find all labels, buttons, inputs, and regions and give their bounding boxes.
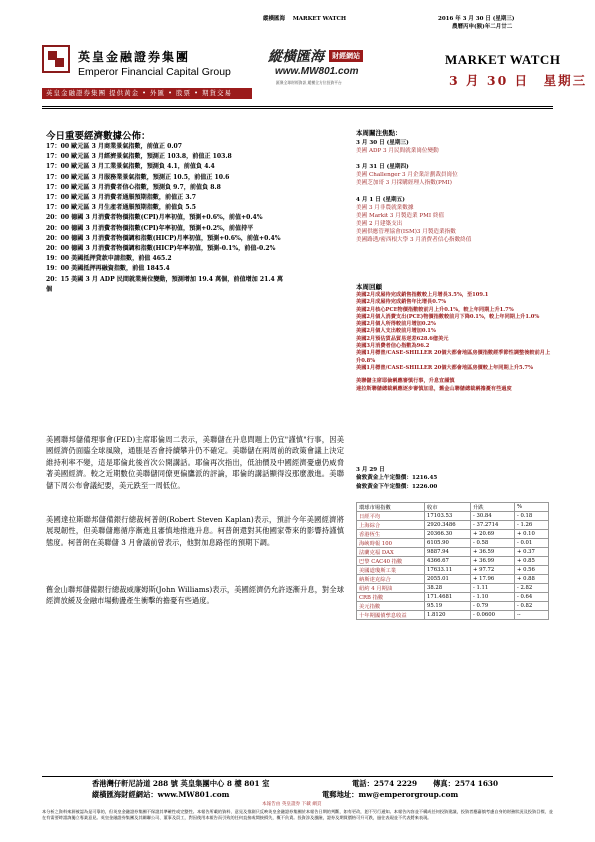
upcoming-item: 美國 Markit 3 月製造業 PMI 終值 [356, 212, 445, 219]
event-item: 20：00 德國 3 月消費者物價指數(CPI)年率初值，預測+0.2%，前值持平 [46, 224, 254, 232]
upcoming-item: 美國 3 月非農就業數據 [356, 204, 414, 211]
gold-fixing [356, 466, 554, 491]
table-cell: + 0.85 [515, 557, 549, 566]
table-row [357, 584, 549, 593]
article-paragraph-2: 美國達拉斯聯邦儲備銀行總裁柯普朗(Robert Steven Kaplan)表示，預計今年美國經濟將展現韌性，但美聯儲應循序漸進且審慎地推進升息。柯普朗還對其他國家帶來的影響持謹慎態度。柯普朗在美聯儲 3 月會議前曾表示，他對加息路徑的預期下調。 [46, 515, 344, 547]
review-item: 美國1月標普/CASE-SHILLER 20個大都會地區房價指數經季節性調整後較前月上升0.8% [356, 350, 551, 364]
event-item: 17：00 歐元區 3 月消費者通脹預期指數，前值正 3.7 [46, 194, 196, 202]
table-cell: 2920.3486 [425, 521, 471, 530]
table-cell: 香港恆生 [357, 530, 425, 539]
masthead-title: MARKET WATCH [445, 52, 561, 67]
article-paragraph-3: 舊金山聯邦儲備銀行總裁威廉姆斯(John Williams)表示，美國經濟仍允許逐漸升息，對全球經濟放緩及金融市場動盪產生衝擊的擔憂有些過度。 [46, 585, 344, 606]
table-cell: -- [515, 611, 549, 620]
table-cell: 上海綜合 [357, 521, 425, 530]
table-cell: 171.4681 [425, 593, 471, 602]
review-item: 美聯儲主席耶倫稱應審慎行事，升息宜謹慎 [356, 378, 455, 385]
table-row [357, 593, 549, 602]
upcoming-day-date: 3 月 31 日 (星期四) [356, 164, 409, 171]
table-cell: + 17.96 [471, 575, 515, 584]
table-cell: - 1.11 [471, 584, 515, 593]
event-item: 20：00 德國 3 月消費者物價調和指數(HICP)年率初值，預測-0.1%，前值-0.2% [46, 245, 276, 253]
table-cell: - 0.18 [515, 512, 549, 521]
table-cell: 1.8120 [425, 611, 471, 620]
gold-pm-fix: 倫敦黃金下午定盤價：1226.00 [356, 483, 438, 490]
event-item: 個 [46, 285, 53, 293]
upcoming-item: 美國 Challenger 3 月企業計劃裁員崗位 [356, 172, 458, 179]
table-row [357, 512, 549, 521]
table-header: 環球市場指數 [357, 503, 425, 512]
footer-website: 縱橫匯海財經網站：www.MW801.com [92, 790, 230, 799]
review-item: 美國2月核心PCE物價指數較前月上升0.1%，較上年同期上升1.7% [356, 306, 514, 313]
event-item: 17：00 歐元區 3 月服務業景氣指數，預測正 10.5，前值正 10.6 [46, 173, 230, 181]
table-cell: 17633.11 [425, 566, 471, 575]
table-cell: 17103.53 [425, 512, 471, 521]
table-cell: 20366.30 [425, 530, 471, 539]
table-cell: - 0.58 [471, 539, 515, 548]
event-item: 17：00 歐元區 3 月商業景氣指數，前值正 0.07 [46, 143, 182, 150]
footer-address: 香港灣仔軒尼詩道 288 號 英皇集團中心 8 樓 801 室 [92, 779, 270, 788]
table-cell: - 0.79 [471, 602, 515, 611]
company-tagline-band: 英皇金融證券集團 提供黃金 • 外匯 • 股票 • 期貨交易 [42, 88, 252, 99]
table-header: 收市 [425, 503, 471, 512]
table-cell: - 2.82 [515, 584, 549, 593]
table-cell: + 20.69 [471, 530, 515, 539]
table-row [357, 575, 549, 584]
event-item: 20：00 德國 3 月消費者物價調和指數(HICP)月率初值，預測+0.6%，前值+0.4% [46, 234, 281, 242]
events-list [46, 142, 346, 295]
publication-name: 縱橫匯海 MARKET WATCH [263, 16, 347, 22]
table-cell: - 0.01 [515, 539, 549, 548]
site-logo [268, 46, 418, 66]
market-table [356, 502, 549, 620]
review-item: 美國2月個人消費支出(PCE)物價指數較前月下降0.1%，較上年同期上升1.0% [356, 313, 540, 320]
upcoming-item: 美國芝加哥 3 月採購經理人指數(PMI) [356, 180, 452, 187]
table-cell: 美國道瓊斯工業 [357, 566, 425, 575]
event-item: 17：00 歐元區 3 月工業景氣指數，預測負 4.1，前值負 4.4 [46, 163, 215, 171]
event-item: 17：00 歐元區 3 月消費者信心指數，預測負 9.7，前值負 8.8 [46, 183, 221, 191]
event-item: 17：00 歐元區 3 月生產者通脹預期指數，前值負 5.5 [46, 204, 196, 212]
table-cell: + 36.99 [471, 557, 515, 566]
table-row [357, 530, 549, 539]
table-cell: 納斯達克綜合 [357, 575, 425, 584]
upcoming-day-date: 4 月 1 日 (星期五) [356, 196, 405, 203]
gold-am-fix: 倫敦黃金上午定盤價：1216.45 [356, 475, 438, 482]
event-item: 19：00 美國抵押再融資指數，前值 1845.4 [46, 265, 170, 273]
review-item: 美國2月個人所得較前月增加0.2% [356, 321, 436, 328]
review-item: 美國2月成屋待完成銷售指數較上月增長3.5%，至109.1 [356, 292, 489, 298]
upcoming-title: 本周關注焦點： [356, 129, 402, 137]
table-cell: 美元指數 [357, 602, 425, 611]
review-item: 美國1月標普/CASE-SHILLER 20個大都會地區房價較上年同期上升5.7% [356, 364, 533, 371]
table-cell: + 0.56 [515, 566, 549, 575]
market-table-wrapper [356, 502, 549, 620]
footer-fax: 傳真：2574 1630 [433, 779, 499, 788]
table-cell: 2055.01 [425, 575, 471, 584]
company-logo [42, 45, 70, 73]
table-cell: - 1.26 [515, 521, 549, 530]
table-row [357, 602, 549, 611]
upcoming-item: 美國 ADP 3 月民間就業崗位變動 [356, 148, 439, 154]
table-cell: + 0.37 [515, 548, 549, 557]
table-row [357, 611, 549, 620]
upcoming-item: 美國路透/密西根大學 3 月消費者信心指數終值 [356, 237, 472, 244]
table-cell: 38.28 [425, 584, 471, 593]
table-row [357, 557, 549, 566]
footer-email: 電郵地址：mw@emperorgroup.com [322, 790, 459, 799]
company-name-en: Emperor Financial Capital Group [78, 66, 231, 78]
table-row [357, 539, 549, 548]
site-logo-text: 縱橫匯海 [268, 48, 324, 64]
table-cell: - 0.82 [515, 602, 549, 611]
table-header: % [515, 503, 549, 512]
review-item: 美國2月個人支出較前月增加0.1% [356, 328, 436, 335]
upcoming-day-date: 3 月 30 日 (星期三) [356, 140, 409, 146]
table-header-row [357, 503, 549, 512]
footer-divider [42, 776, 553, 777]
table-cell: - 0.64 [515, 593, 549, 602]
event-item: 20：15 美國 3 月 ADP 民間就業崗位變動，預測增加 19.4 萬個，前值增加 21.4 萬 [46, 275, 283, 283]
header-lunar-date: 農曆丙申(猴)年二月廿二 [452, 24, 513, 30]
table-cell: + 97.72 [471, 566, 515, 575]
masthead-date: 3 月 30 日 星期三 [449, 73, 588, 88]
review-item: 美國3月消費者信心指數為96.2 [356, 343, 430, 350]
review-list [356, 292, 554, 393]
table-row [357, 521, 549, 530]
table-cell: 紐約 4 月期油 [357, 584, 425, 593]
table-cell: 海峽時報 100 [357, 539, 425, 548]
footer-phone: 電話：2574 2229 [352, 779, 418, 788]
table-cell: 9887.94 [425, 548, 471, 557]
table-cell: + 0.88 [515, 575, 549, 584]
table-cell: - 1.10 [471, 593, 515, 602]
table-cell: 十年期國債孳息收益 [357, 611, 425, 620]
site-url[interactable]: www.MW801.com [275, 66, 359, 77]
table-cell: + 36.59 [471, 548, 515, 557]
upcoming-list [356, 139, 556, 245]
table-header: 升跌 [471, 503, 515, 512]
header-divider [42, 106, 553, 107]
footer-disclaimer: 本分析之資料來源被認為是可靠的，但英皇金融證券集團不保證其準確性或完整性。本報告所載的資料、意見及推測只反映英皇金融證券集團於本報告日期的判斷，如有更改，恕不另行通知。本報告內容並不構成任何投資建議，投資者應審慎考慮自身的財務狀況及投資目標，並在有需要時諮詢獨立專業意見。英皇金融證券集團及其關聯公司、董事及員工，對因使用本報告而引致的任何直接或間接損失，概不負責。投資涉及風險，證券及期貨價格可升可跌，過往表現並不代表將來表現。 [42, 809, 553, 820]
table-row [357, 548, 549, 557]
table-cell: - 30.84 [471, 512, 515, 521]
review-item: 達拉斯聯儲總裁稱應逐步審慎加息，舊金山聯儲總裁稱擔憂有些過度 [356, 385, 512, 392]
table-cell: + 0.10 [515, 530, 549, 539]
event-item: 20：00 德國 3 月消費者物價指數(CPI)月率初值，預測+0.6%，前值+0.4% [46, 214, 263, 222]
article-paragraph-1: 美國聯邦儲備理事會(FED)主席耶倫周二表示，美聯儲在升息問題上仍宜"謹慎"行事，因美國經濟仍面臨全球風險，通脹是否會持續攀升仍不確定。美聯儲在兩周前的政策會議上決定維持利率不變，這是耶倫此後首次公開講話。耶倫再次指出，低油價及中國經濟憂慮仍威脅著美國經濟。較之近期數位美聯儲同僚更偏鷹派的評論，耶倫的講話顯得沒那麼激進。美聯儲下周公布會議紀要，美元跌至一周低位。 [46, 435, 344, 490]
table-cell: - 0.0600 [471, 611, 515, 620]
table-cell: 4366.67 [425, 557, 471, 566]
table-cell: CRB 指數 [357, 593, 425, 602]
table-cell: 法蘭克福 DAX [357, 548, 425, 557]
event-item: 17：00 歐元區 3 月經濟景氣指數，預測正 103.8，前值正 103.8 [46, 153, 232, 161]
review-item: 美國2月成屋待完成銷售年比增長0.7% [356, 299, 447, 306]
table-cell: 巴黎 CAC40 指數 [357, 557, 425, 566]
table-cell: 日經平均 [357, 512, 425, 521]
gold-date: 3 月 29 日 [356, 467, 385, 473]
review-title: 本周回顧 [356, 283, 382, 291]
footer-links[interactable]: 本報告由 英皇證券 下載 網頁 [262, 802, 322, 807]
company-name-cn: 英皇金融證券集團 [78, 50, 191, 64]
events-section-title: 今日重要經濟數據公佈： [46, 131, 151, 142]
table-cell: - 37.2714 [471, 521, 515, 530]
table-row [357, 566, 549, 575]
header-divider-thin [42, 108, 553, 109]
table-cell: 6105.90 [425, 539, 471, 548]
upcoming-item: 美國供應管理協會(ISM)3 月製造業指數 [356, 229, 456, 236]
header-date: 2016 年 3 月 30 日 (星期三) [438, 16, 515, 22]
site-logo-tag: 財經網站 [329, 50, 363, 62]
site-caption: 匯聚全球財經資訊 縱橫全方位投資平台 [276, 80, 342, 85]
event-item: 19：00 美國抵押貸款申請指數，前值 465.2 [46, 255, 172, 263]
review-item: 美國2月預估貨品貿易逆差628.6億美元 [356, 335, 449, 342]
upcoming-item: 美國 2 月建築支出 [356, 221, 403, 228]
table-cell: 95.19 [425, 602, 471, 611]
